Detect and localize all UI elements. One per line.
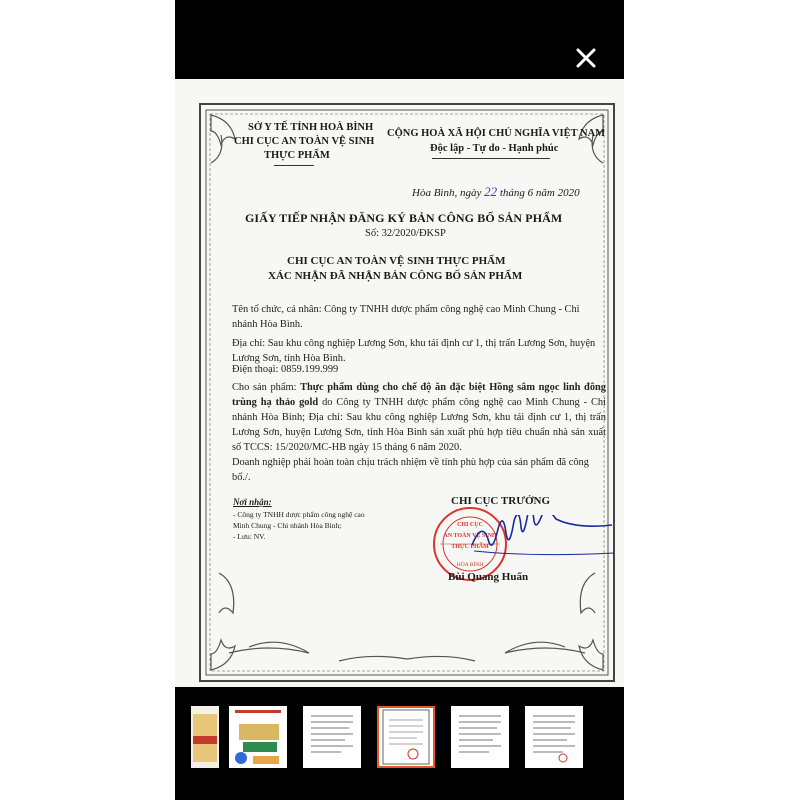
- close-button[interactable]: [574, 46, 598, 70]
- header-agency: CHI CỤC AN TOÀN VỆ SINH: [234, 136, 375, 147]
- handwritten-signature: [468, 515, 618, 565]
- org-paragraph: Tên tổ chức, cá nhân: Công ty TNHH dược phẩm công nghệ cao Minh Chung - Chi nhánh Hòa Bình.: [232, 304, 580, 330]
- product-paragraph: Cho sản phẩm: Thực phẩm dùng cho chế độ ăn đặc biệt Hồng sâm ngọc linh đông trùng hạ thảo gold do Công ty TNHH dược phẩm công nghệ cao Minh Chung - Chi nhánh Hòa Bình; Địa chỉ: Sau khu công nghiệp Lương Sơn, khu tái định cư 1, thị trấn Lương Sơn, huyện Lương Sơn, tỉnh Hòa Bình sản xuất phù hợp tiêu chuẩn nhà sản xuất số TCCS: 15/2020/MC-HB ngày 15 tháng 6 năm 2020.: [232, 382, 606, 453]
- thumbnail-1[interactable]: [191, 706, 219, 768]
- document-thumb: [451, 706, 509, 768]
- address-paragraph: Địa chỉ: Sau khu công nghiệp Lương Sơn, khu tái định cư 1, thị trấn Lương Sơn, huyện Lương Sơn, tỉnh Hòa Bình.: [232, 338, 596, 364]
- subtitle-line2: XÁC NHẬN ĐÃ NHẬN BẢN CÔNG BỐ SẢN PHẨM: [268, 270, 523, 282]
- subtitle-line1: CHI CỤC AN TOÀN VỆ SINH THỰC PHẨM: [287, 255, 506, 267]
- svg-text:CHI CỤC: CHI CỤC: [457, 522, 483, 528]
- recipient-1: - Công ty TNHH dược phẩm công nghệ cao: [233, 510, 365, 519]
- thumbnail-5[interactable]: [451, 706, 509, 768]
- thumbnail-2[interactable]: [229, 706, 287, 768]
- responsibility-paragraph: Doanh nghiệp phải hoàn toàn chịu trách nhiệm về tính phù hợp của sản phẩm đã công bố./.: [232, 457, 589, 483]
- recipients-title: Nơi nhận:: [233, 497, 272, 507]
- phone-line: Điện thoại: 0859.199.999: [232, 364, 339, 375]
- recipient-1-cont: Minh Chung - Chi nhánh Hòa Bình;: [233, 521, 342, 530]
- product-box-thumb: [191, 706, 219, 768]
- header-underline-left: [274, 165, 314, 166]
- document-date: Hòa Bình, ngày 22 tháng 6 năm 2020: [412, 184, 580, 199]
- svg-text:HÒA BÌNH: HÒA BÌNH: [456, 562, 484, 568]
- header-country: CỘNG HOÀ XÃ HỘI CHỦ NGHĨA VIỆT NAM: [387, 128, 606, 139]
- thumbnail-6[interactable]: [525, 706, 583, 768]
- recipient-2: - Lưu: NV.: [233, 532, 266, 541]
- header-underline-right: [432, 158, 550, 159]
- header-ministry: SỞ Y TẾ TỈNH HOÀ BÌNH: [248, 122, 374, 133]
- document-thumb: [303, 706, 361, 768]
- document-title: GIẤY TIẾP NHẬN ĐĂNG KÝ BẢN CÔNG BỐ SẢN PHẨM: [245, 211, 563, 225]
- document-thumb: [525, 706, 583, 768]
- date-day: 22: [484, 184, 498, 199]
- certificate-thumb: [377, 706, 435, 768]
- svg-text:THỰC PHẨM: THỰC PHẨM: [451, 544, 489, 550]
- thumbnail-strip: [175, 706, 624, 768]
- signer-title: CHI CỤC TRƯỞNG: [451, 495, 551, 507]
- thumbnail-3[interactable]: [303, 706, 361, 768]
- thumbnail-4-selected[interactable]: [377, 706, 435, 768]
- header-agency-line2: THỰC PHẨM: [264, 150, 330, 161]
- header-motto: Độc lập - Tự do - Hạnh phúc: [430, 143, 559, 154]
- signer-name: Bùi Quang Huấn: [448, 571, 529, 583]
- document-number: Số: 32/2020/ĐKSP: [365, 228, 446, 239]
- product-flyer-thumb: [229, 706, 287, 768]
- svg-text:AN TOÀN VỆ SINH: AN TOÀN VỆ SINH: [443, 533, 497, 539]
- product-name: Thực phẩm dùng cho chế độ ăn đặc biệt Hồng sâm ngọc linh đông trùng hạ thảo gold: [232, 382, 606, 408]
- close-icon: [574, 46, 598, 70]
